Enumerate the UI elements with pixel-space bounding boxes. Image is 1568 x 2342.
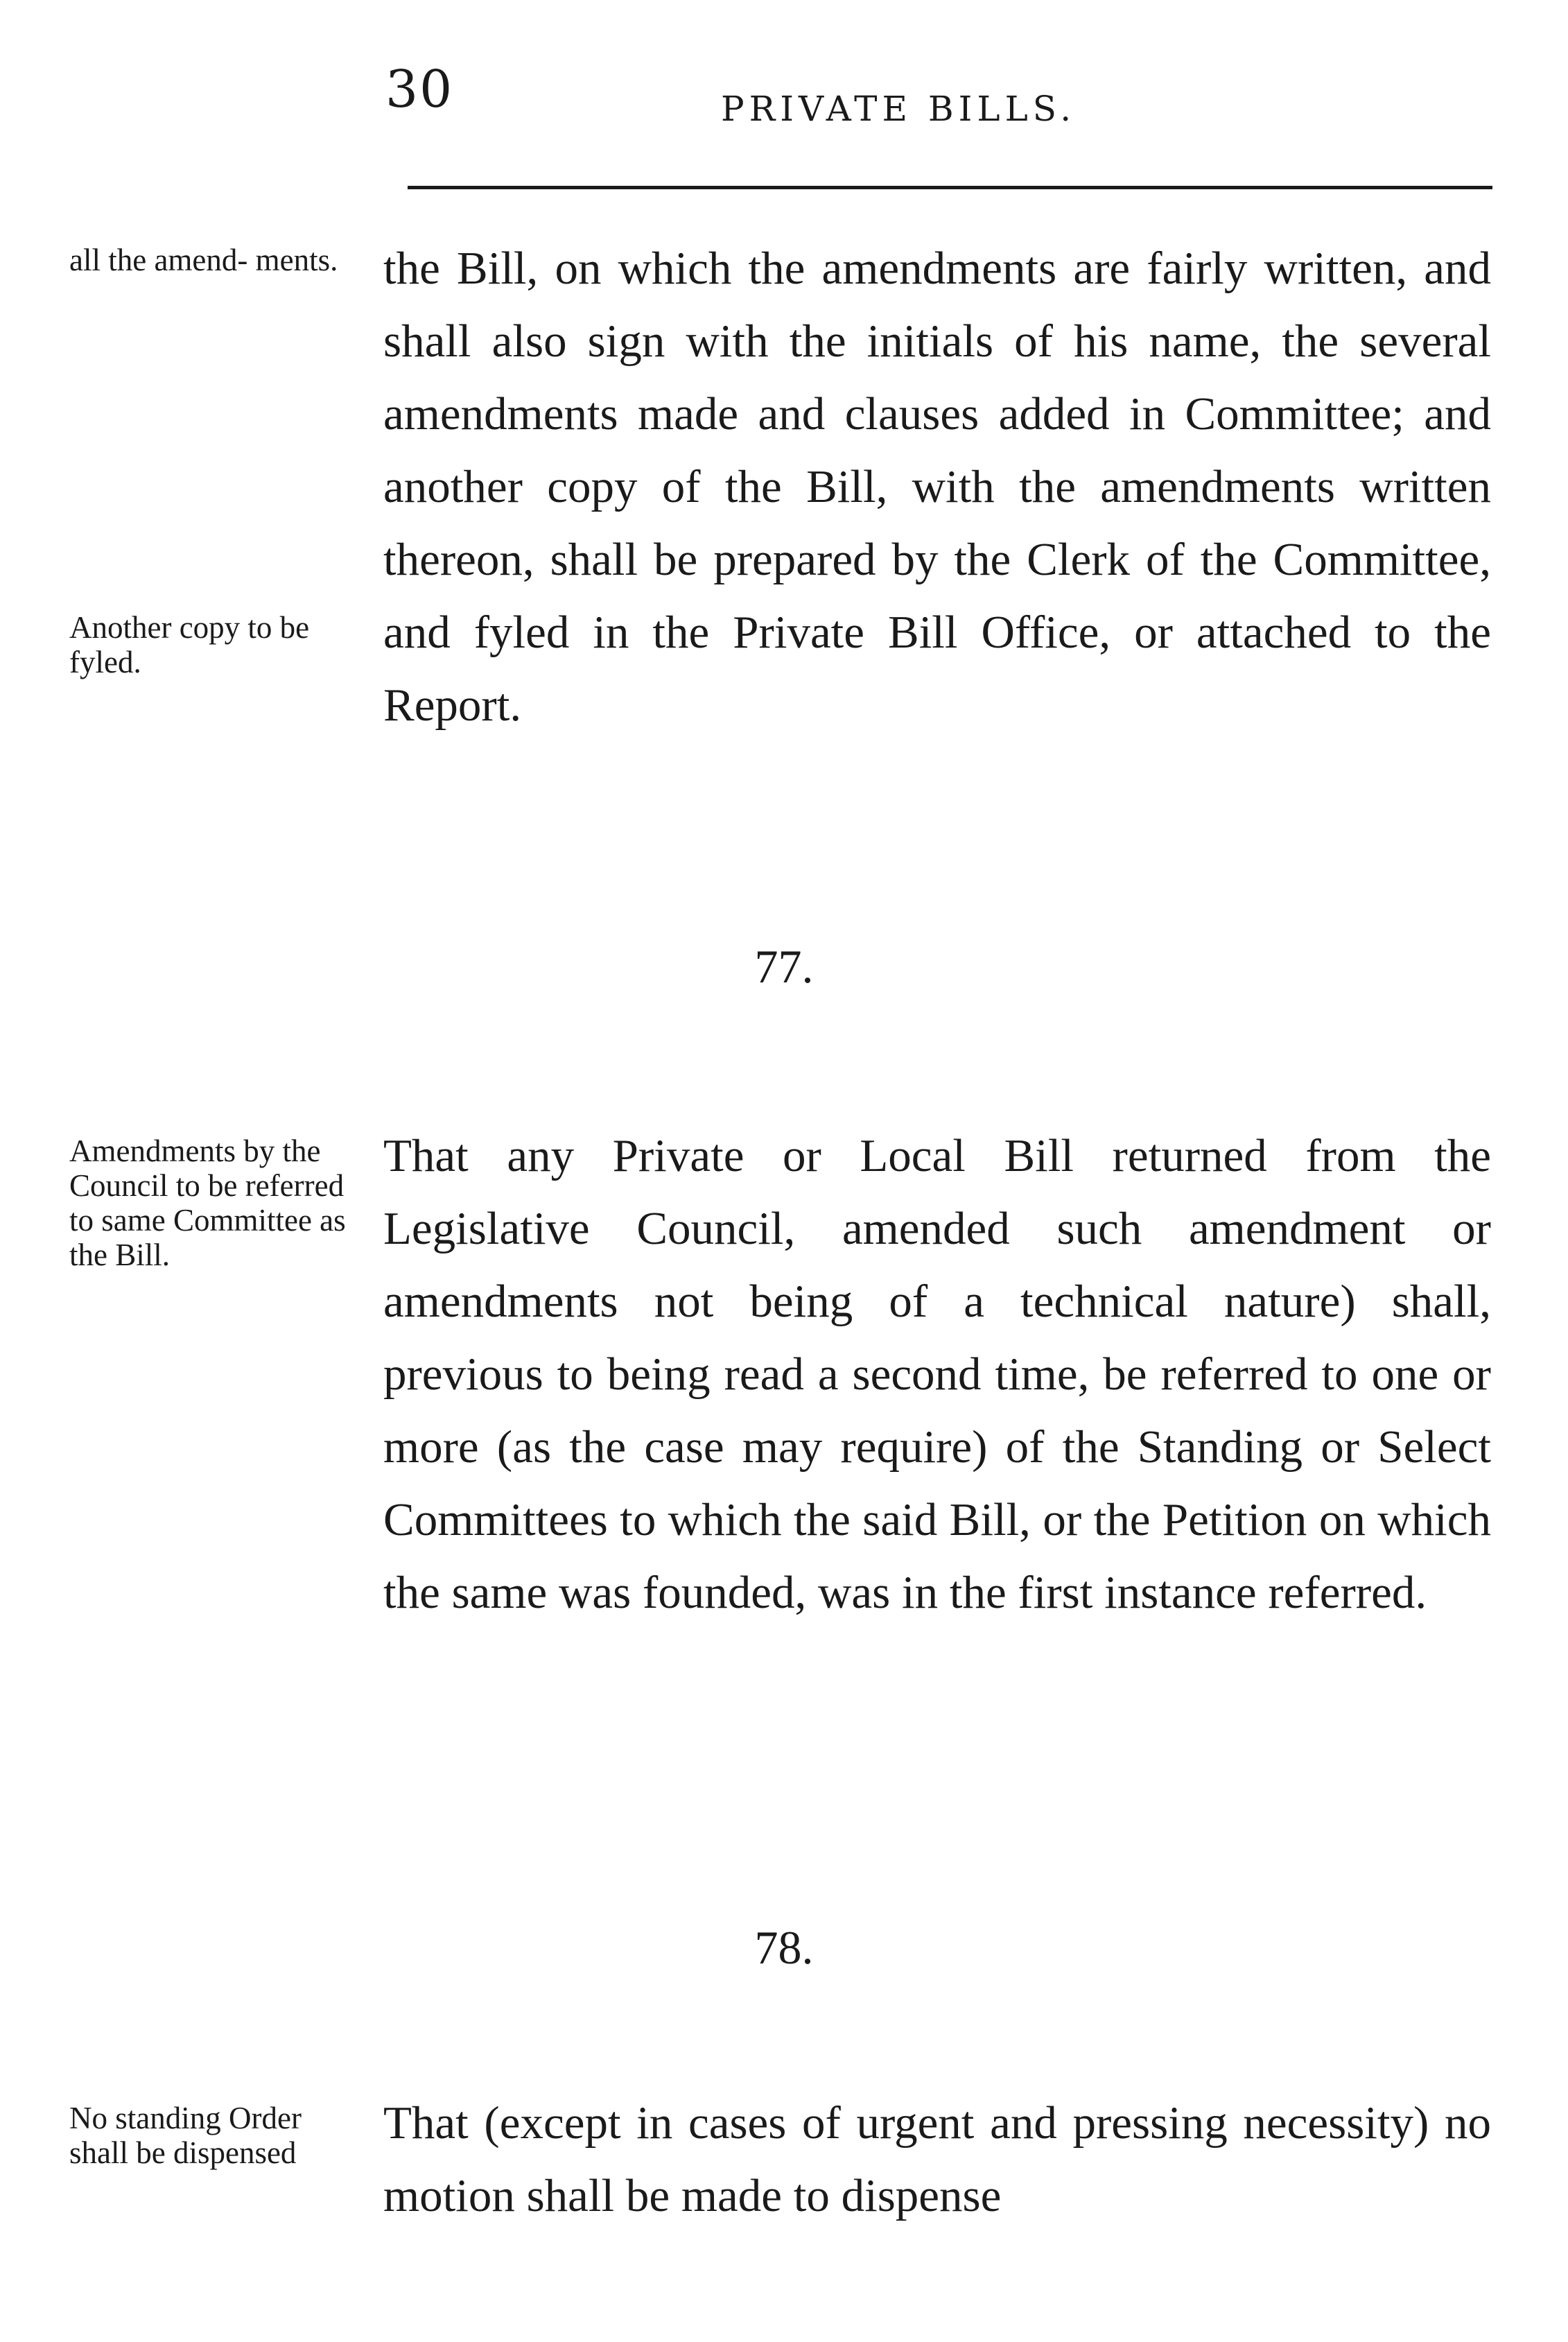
marginal-note: Amendments by the Council to be referred to same Committee as the Bill.	[69, 1134, 346, 1272]
running-head: PRIVATE BILLS.	[721, 89, 1077, 129]
paragraph: That any Private or Local Bill returned from the Legislative Council, amended such amendment or amendments not being of a technical nature) shall, previous to being read a second time, be referred to one or more (as the case may require) of the Standing or Select Committees to which the said Bill, or the Petition on which the same was founded, was in the first instance referred.	[383, 1130, 1491, 1618]
marginal-note: No standing Order shall be dispensed	[69, 2101, 302, 2170]
section-number: 78.	[754, 1921, 814, 1974]
marginal-note: all the amend- ments.	[69, 243, 338, 277]
paragraph: That (except in cases of urgent and pressing necessity) no motion shall be made to dispense	[383, 2097, 1491, 2221]
header-rule	[408, 186, 1492, 189]
section-number: 77.	[754, 940, 814, 993]
marginal-note: Another copy to be fyled.	[69, 610, 310, 679]
page-number: 30	[385, 60, 454, 119]
paragraph: the Bill, on which the amendments are fairly written, and shall also sign with the initials of his name, the several amendments made and clauses added in Committee; and another copy of the Bill, with the amendments written thereon, shall be prepared by the Clerk of the Committee, and fyled in the Private Bill Office, or attached to the Report.	[383, 243, 1491, 731]
